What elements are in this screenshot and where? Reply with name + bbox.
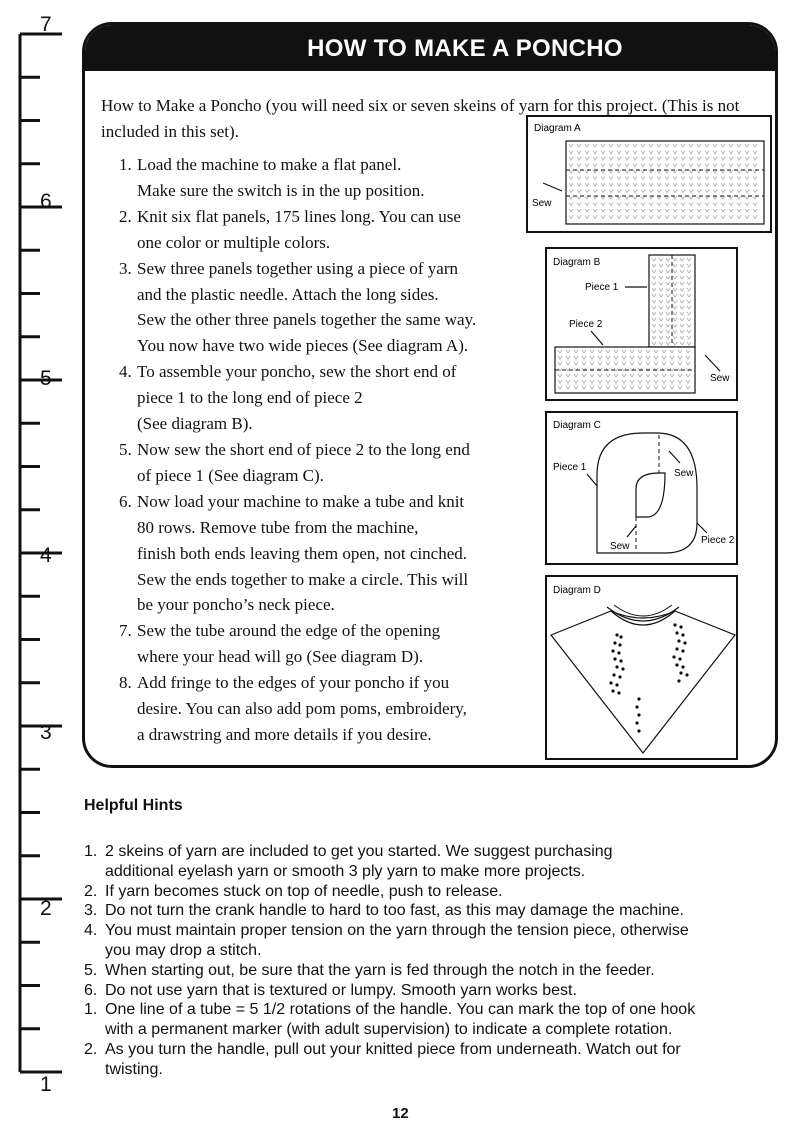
embroidery-dot — [675, 663, 678, 666]
neck-tube-inner — [614, 605, 672, 616]
step-item — [119, 152, 529, 204]
embroidery-dot — [635, 721, 638, 724]
step-text: Sew three panels together using a piece of yarn and the plastic needle. Attach the long sides. Sew the other three panels together the same way. You now have two wide pieces (See diagram A). — [137, 258, 477, 356]
hint-text: One line of a tube = 5 1/2 rotations of the handle. You can mark the top of one hook with a permanent marker (with adult supervision) to indicate a complete rotation. — [105, 1001, 696, 1039]
step-item — [119, 670, 529, 748]
piece-2-pointer — [697, 523, 707, 533]
hint-text: If yarn becomes stuck on top of needle, push to release. — [105, 882, 503, 900]
step-number: 1. — [119, 155, 132, 174]
hint-item — [84, 842, 794, 882]
embroidery-dot — [617, 651, 620, 654]
sew-top-label: Sew — [674, 468, 694, 479]
hint-number: 1. — [84, 1001, 98, 1019]
step-text: Sew the tube around the edge of the opening where your head will go (See diagram D). — [137, 621, 441, 667]
hint-text: You must maintain proper tension on the yarn through the tension piece, otherwise you may drop a stitch. — [105, 922, 689, 959]
step-number: 3. — [119, 258, 132, 278]
embroidery-dot — [613, 641, 616, 644]
piece-1-label: Piece 1 — [553, 462, 587, 473]
hint-number: 4. — [84, 922, 98, 940]
diagram-d — [545, 575, 738, 760]
sew-pointer — [543, 183, 562, 191]
hint-text: Do not use yarn that is textured or lumpy. Smooth yarn works best. — [105, 981, 577, 999]
step-item — [119, 618, 529, 670]
embroidery-dot — [613, 657, 616, 660]
diagram-d-title: Diagram D — [553, 585, 601, 596]
embroidery-dot — [685, 673, 688, 676]
embroidery-dot — [637, 713, 640, 716]
inch-ruler — [0, 0, 70, 1138]
poncho-shape — [551, 611, 735, 753]
hint-text: As you turn the handle, pull out your knitted piece from underneath. Watch out for twisting. — [105, 1040, 681, 1078]
diagram-b — [545, 247, 738, 401]
embroidery-dot — [672, 655, 675, 658]
embroidery-dot — [637, 697, 640, 700]
hint-item — [84, 1040, 794, 1080]
sew-pointer — [705, 355, 720, 371]
hint-item — [84, 901, 794, 921]
embroidery-dot — [615, 683, 618, 686]
step-number: 6. — [119, 491, 132, 511]
embroidery-dot — [615, 633, 618, 636]
step-item — [119, 437, 529, 489]
hint-number: 5. — [84, 961, 98, 979]
hints-list — [84, 842, 794, 1080]
diagram-c — [545, 411, 738, 565]
step-item — [119, 256, 529, 360]
piece-1-pointer — [587, 474, 597, 486]
piece-2-label: Piece 2 — [701, 535, 735, 546]
card-title: HOW TO MAKE A PONCHO — [85, 25, 775, 71]
step-number: 4. — [119, 362, 132, 382]
hint-text: Do not turn the crank handle to hard to too fast, as this may damage the machine. — [105, 902, 684, 920]
embroidery-dot — [673, 623, 676, 626]
diagram-c-title: Diagram C — [553, 420, 601, 431]
intro-paragraph: How to Make a Poncho (you will need six or seven skeins of yarn for this project. (This is not included in this set). — [101, 96, 740, 141]
hint-text: When starting out, be sure that the yarn is fed through the notch in the feeder. — [105, 961, 655, 979]
embroidery-dot — [683, 641, 686, 644]
diagram-a-sew-label: Sew — [532, 198, 552, 209]
diagram-a — [526, 115, 772, 233]
step-text: Now load your machine to make a tube and knit 80 rows. Remove tube from the machine, finish both ends leaving them open, not cinched. Sew the ends together to make a circle. This will be your poncho’s neck piece. — [137, 491, 469, 615]
hint-item — [84, 1000, 794, 1040]
ruler-label-7: 7 — [40, 13, 52, 36]
embroidery-dot — [615, 665, 618, 668]
embroidery-dot — [619, 659, 622, 662]
diagram-a-title: Diagram A — [534, 123, 581, 134]
hint-number: 2. — [84, 882, 98, 900]
embroidery-dot — [618, 643, 621, 646]
embroidery-dot — [675, 631, 678, 634]
hint-number: 1. — [84, 843, 98, 860]
hint-number: 3. — [84, 902, 98, 920]
ruler-label-2: 2 — [40, 897, 52, 920]
step-text: Knit six flat panels, 175 lines long. You can use one color or multiple colors. — [137, 206, 461, 252]
embroidery-dot — [612, 673, 615, 676]
embroidery-dot — [619, 635, 622, 638]
diagram-b-sew-label: Sew — [710, 373, 730, 384]
step-text: Add fringe to the edges of your poncho if you desire. You can also add pom poms, embroidery, a drawstring and more details if you desire. — [137, 673, 467, 744]
diagram-b-drawing — [547, 249, 740, 403]
piece-2-pointer — [591, 331, 603, 345]
ruler-label-4: 4 — [40, 544, 52, 567]
embroidery-dot — [681, 649, 684, 652]
embroidery-dot — [675, 647, 678, 650]
step-item — [119, 204, 529, 256]
hint-item — [84, 961, 794, 981]
diagram-d-drawing — [547, 577, 740, 762]
step-item — [119, 489, 529, 619]
embroidery-dot — [679, 671, 682, 674]
hint-item — [84, 981, 794, 1001]
embroidery-dot — [678, 657, 681, 660]
step-text: To assemble your poncho, sew the short end of piece 1 to the long end of piece 2 (See diagram B). — [137, 362, 457, 434]
embroidery-dot — [609, 681, 612, 684]
ruler-ticks — [0, 0, 70, 1138]
embroidery-dot — [681, 633, 684, 636]
step-number: 5. — [119, 439, 132, 459]
hint-item — [84, 921, 794, 961]
diagram-b-title: Diagram B — [553, 257, 601, 268]
diagram-c-drawing — [547, 413, 740, 567]
piece-1-label: Piece 1 — [585, 282, 619, 293]
embroidery-dot — [677, 639, 680, 642]
embroidery-dot — [637, 729, 640, 732]
hint-number: 2. — [84, 1040, 98, 1058]
step-number: 7. — [119, 621, 132, 641]
embroidery-dot — [617, 691, 620, 694]
hint-item — [84, 882, 794, 902]
ruler-label-1: 1 — [40, 1073, 52, 1096]
embroidery-dot — [621, 667, 624, 670]
embroidery-dot — [611, 649, 614, 652]
piece-2-label: Piece 2 — [569, 319, 603, 330]
hints-title: Helpful Hints — [84, 797, 183, 814]
page-number: 12 — [392, 1105, 409, 1122]
embroidery-dot — [618, 675, 621, 678]
ruler-label-3: 3 — [40, 721, 52, 744]
embroidery-dot — [681, 665, 684, 668]
embroidery-dot — [677, 679, 680, 682]
step-item — [119, 359, 529, 437]
step-number: 8. — [119, 673, 132, 693]
steps-list — [119, 152, 529, 748]
embroidery-dot — [611, 689, 614, 692]
ruler-label-6: 6 — [40, 190, 52, 213]
step-number: 2. — [119, 206, 132, 226]
step-text: Load the machine to make a flat panel. Make sure the switch is in the up position. — [137, 155, 425, 200]
step-text: Now sew the short end of piece 2 to the long end of piece 1 (See diagram C). — [137, 439, 470, 485]
ruler-label-5: 5 — [40, 367, 52, 390]
embroidery-dot — [679, 625, 682, 628]
embroidery-dot — [635, 705, 638, 708]
diagram-a-drawing — [528, 117, 774, 235]
hint-number: 6. — [84, 981, 98, 999]
hint-text: 2 skeins of yarn are included to get you started. We suggest purchasing additional eyelash yarn or smooth 3 ply yarn to make more projects. — [105, 843, 613, 880]
sew-bottom-label: Sew — [610, 541, 630, 552]
